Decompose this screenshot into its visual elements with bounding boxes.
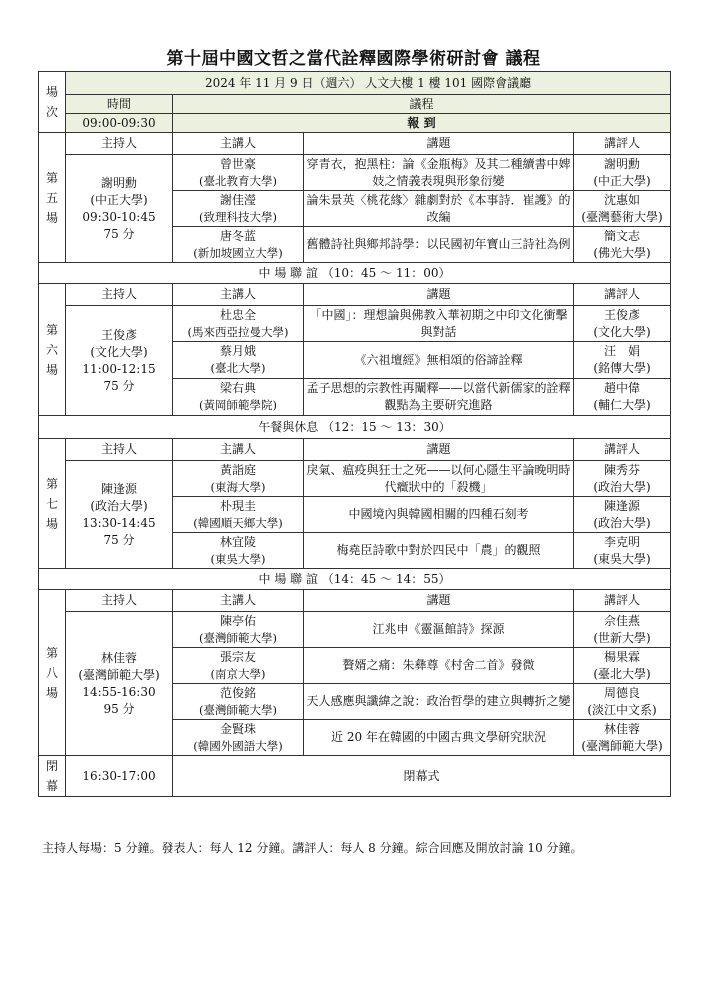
date-venue: 2024 年 11 月 9 日（週六） 人文大樓 1 樓 101 國際會議廳: [66, 72, 671, 95]
discussant-cell: [574, 684, 671, 720]
topic-cell: 近 20 年在韓國的中國古典文學研究狀況: [304, 720, 574, 756]
registration-label: 報 到: [173, 114, 671, 133]
discussant-cell: [574, 379, 671, 416]
discussant-cell: [574, 648, 671, 684]
discussant-name: 陳秀芬: [604, 462, 641, 477]
discussant-cell: [574, 306, 671, 342]
speaker-name: 謝佳瀅: [219, 192, 256, 207]
page-title: 第十屆中國文哲之當代詮釋國際學術研討會 議程: [166, 49, 541, 69]
discussant-affiliation: (政治大學): [593, 515, 651, 530]
speaker-affiliation: (臺灣師範大學): [199, 630, 277, 645]
speaker-cell: [173, 720, 304, 756]
host-affiliation: (文化大學): [90, 344, 148, 359]
session-host: [66, 612, 173, 756]
host-name: 林佳蓉: [100, 650, 137, 665]
discussant-column-header: 講評人: [574, 439, 671, 461]
session-name: [39, 439, 66, 569]
speaker-name: 林宜陵: [219, 534, 256, 549]
discussant-affiliation: (淡江中文系): [587, 702, 657, 717]
discussant-affiliation: (臺北大學): [593, 666, 651, 681]
discussant-name: 周德良: [604, 685, 641, 700]
topic-cell: 論朱景英〈桃花緣〉雜劇對於《本事詩．崔護》的改編: [304, 191, 574, 227]
session-name: [39, 133, 66, 263]
speaker-column-header: 主講人: [173, 439, 304, 461]
topic-cell: 舊體詩社與鄉邦詩學：以民國初年寶山三詩社為例: [304, 227, 574, 263]
time-header: 時間: [66, 95, 173, 114]
topic-column-header: 講題: [304, 284, 574, 306]
discussant-name: 楊果霖: [604, 649, 641, 664]
discussant-name: 陳逢源: [604, 498, 641, 513]
discussant-affiliation: (臺灣師範大學): [581, 738, 663, 753]
speaker-cell: [173, 227, 304, 263]
topic-cell: 戾氣、瘟疫與狂士之死——以何心隱生平論晚明時代癥狀中的「殺機」: [304, 461, 574, 497]
speaker-cell: [173, 191, 304, 227]
speaker-affiliation: (臺北大學): [210, 361, 266, 375]
host-affiliation: (政治大學): [90, 498, 148, 513]
discussant-name: 佘佳燕: [604, 613, 641, 628]
topic-column-header: 講題: [304, 439, 574, 461]
speaker-name: 朴現圭: [219, 498, 256, 513]
speaker-affiliation: (新加坡國立大學): [193, 245, 283, 260]
session-time: 11:00-12:15: [82, 361, 156, 376]
discussant-name: 簡文志: [604, 228, 641, 243]
discussant-cell: [574, 720, 671, 756]
speaker-name: 金賢珠: [219, 721, 256, 736]
discussant-affiliation: (臺灣藝術大學): [581, 209, 663, 224]
discussant-name: 王俊彥: [604, 307, 641, 322]
session-name: [39, 284, 66, 416]
discussant-cell: [574, 533, 671, 569]
speaker-name: 陳亭佑: [219, 613, 256, 628]
discussant-column-header: 講評人: [574, 590, 671, 612]
break-row: 午餐與休息 （12：15 ～ 13：30）: [39, 416, 671, 439]
session-time: 13:30-14:45: [82, 515, 156, 530]
speaker-cell: [173, 612, 304, 648]
speaker-cell: [173, 461, 304, 497]
speaker-name: 范俊銘: [219, 685, 256, 700]
speaker-name: 杜忠全: [219, 307, 256, 322]
session-name-text: 第五場: [46, 170, 59, 225]
speaker-affiliation: (韓國順天鄉大學): [193, 515, 283, 530]
discussant-cell: [574, 461, 671, 497]
session-name-text: 第八場: [46, 645, 59, 700]
speaker-name: 張宗友: [219, 649, 256, 664]
session-name-text: 第七場: [46, 476, 59, 531]
speaker-cell: [173, 533, 304, 569]
footnote: 主持人每場：5 分鐘。發表人：每人 12 分鐘。講評人：每人 8 分鐘。綜合回應及開放討論 10 分鐘。: [42, 841, 583, 855]
speaker-affiliation: (致理科技大學): [199, 209, 277, 224]
topic-cell: 天人感應與讖緯之說：政治哲學的建立與轉折之變: [304, 684, 574, 720]
agenda-header: 議程: [173, 95, 671, 114]
speaker-cell: [173, 497, 304, 533]
speaker-cell: [173, 379, 304, 416]
discussant-affiliation: (政治大學): [593, 479, 651, 494]
discussant-affiliation: (銘傳大學): [593, 361, 651, 375]
discussant-name: 謝明勳: [604, 156, 641, 171]
topic-cell: 「中國」：理想論與佛教入華初期之中印文化衝擊與對話: [304, 306, 574, 342]
session-duration: 75 分: [103, 226, 135, 241]
speaker-affiliation: (韓國外國語大學): [193, 738, 283, 753]
speaker-cell: [173, 648, 304, 684]
topic-cell: 梅堯臣詩歌中對於四民中「農」的觀照: [304, 533, 574, 569]
topic-cell: 《六祖壇經》無相頌的俗諦詮釋: [304, 342, 574, 379]
session-name-text: 第六場: [46, 322, 59, 377]
discussant-name: 汪 娟: [604, 344, 641, 358]
speaker-name: 唐冬蓝: [219, 228, 256, 243]
topic-column-header: 講題: [304, 133, 574, 155]
discussant-column-header: 講評人: [574, 284, 671, 306]
discussant-name: 沈惠如: [604, 192, 641, 207]
discussant-affiliation: (中正大學): [593, 173, 651, 188]
speaker-column-header: 主講人: [173, 284, 304, 306]
speaker-name: 蔡月娥: [219, 344, 256, 358]
discussant-name: 趙中偉: [604, 381, 641, 395]
host-column-header: 主持人: [66, 133, 173, 155]
registration-time: 09:00-09:30: [66, 114, 173, 133]
agenda-body: [39, 72, 671, 797]
speaker-cell: [173, 342, 304, 379]
speaker-affiliation: (東吳大學): [210, 551, 266, 566]
host-column-header: 主持人: [66, 590, 173, 612]
session-time: 09:30-10:45: [82, 209, 156, 224]
host-affiliation: (臺灣師範大學): [78, 667, 160, 682]
topic-column-header: 講題: [304, 590, 574, 612]
session-host: [66, 461, 173, 569]
agenda-table: [38, 71, 671, 797]
host-name: 謝明勳: [100, 175, 137, 190]
speaker-cell: [173, 155, 304, 191]
host-name: 王俊彥: [100, 327, 137, 342]
speaker-name: 梁右典: [219, 381, 256, 395]
speaker-affiliation: (東海大學): [210, 479, 266, 494]
break-row: 中 場 聯 誼 （14：45 ～ 14：55）: [39, 569, 671, 590]
discussant-column-header: 講評人: [574, 133, 671, 155]
discussant-affiliation: (文化大學): [593, 324, 651, 339]
discussant-name: 林佳蓉: [604, 721, 641, 736]
speaker-name: 曾世豪: [219, 156, 256, 171]
speaker-affiliation: (黃岡師範學院): [199, 398, 277, 412]
closing-ceremony: 閉幕式: [173, 756, 671, 797]
session-name: [39, 590, 66, 756]
session-column-header: [39, 72, 66, 133]
discussant-affiliation: (輔仁大學): [593, 398, 651, 412]
speaker-name: 黃詣庭: [219, 462, 256, 477]
session-label: 場次: [46, 85, 59, 119]
discussant-cell: [574, 191, 671, 227]
discussant-affiliation: (世新大學): [593, 630, 651, 645]
closing-label-text: 閉幕: [46, 759, 59, 793]
speaker-column-header: 主講人: [173, 590, 304, 612]
discussant-affiliation: (佛光大學): [593, 245, 651, 260]
speaker-cell: [173, 306, 304, 342]
discussant-cell: [574, 155, 671, 191]
session-duration: 75 分: [103, 532, 135, 547]
discussant-affiliation: (東吳大學): [593, 551, 651, 566]
speaker-column-header: 主講人: [173, 133, 304, 155]
session-host: [66, 155, 173, 263]
session-time: 14:55-16:30: [82, 684, 156, 699]
session-duration: 75 分: [103, 378, 135, 393]
speaker-affiliation: (臺灣師範大學): [199, 702, 277, 717]
host-affiliation: (中正大學): [90, 192, 148, 207]
topic-cell: 穿青衣，抱黑柱：論《金瓶梅》及其二種續書中婢妓之情義表現與形象衍變: [304, 155, 574, 191]
speaker-affiliation: (南京大學): [210, 666, 266, 681]
closing-time: 16:30-17:00: [66, 756, 173, 797]
speaker-cell: [173, 684, 304, 720]
speaker-affiliation: (馬來西亞拉曼大學): [187, 324, 289, 339]
topic-cell: 中國境內與韓國相關的四種石刻考: [304, 497, 574, 533]
discussant-cell: [574, 612, 671, 648]
speaker-affiliation: (臺北教育大學): [199, 173, 277, 188]
host-column-header: 主持人: [66, 439, 173, 461]
session-host: [66, 306, 173, 416]
topic-cell: 贅婿之痛：朱彝尊《村舍二首》發微: [304, 648, 574, 684]
discussant-cell: [574, 497, 671, 533]
discussant-cell: [574, 227, 671, 263]
discussant-name: 李克明: [604, 534, 641, 549]
break-row: 中 場 聯 誼 （10：45 ～ 11：00）: [39, 263, 671, 284]
topic-cell: 孟子思想的宗教性再闡釋——以當代新儒家的詮釋觀點為主要研究進路: [304, 379, 574, 416]
discussant-cell: [574, 342, 671, 379]
host-column-header: 主持人: [66, 284, 173, 306]
host-name: 陳逢源: [100, 481, 137, 496]
topic-cell: 江兆申《靈漚館詩》探源: [304, 612, 574, 648]
session-duration: 95 分: [103, 701, 135, 716]
closing-label: [39, 756, 66, 797]
